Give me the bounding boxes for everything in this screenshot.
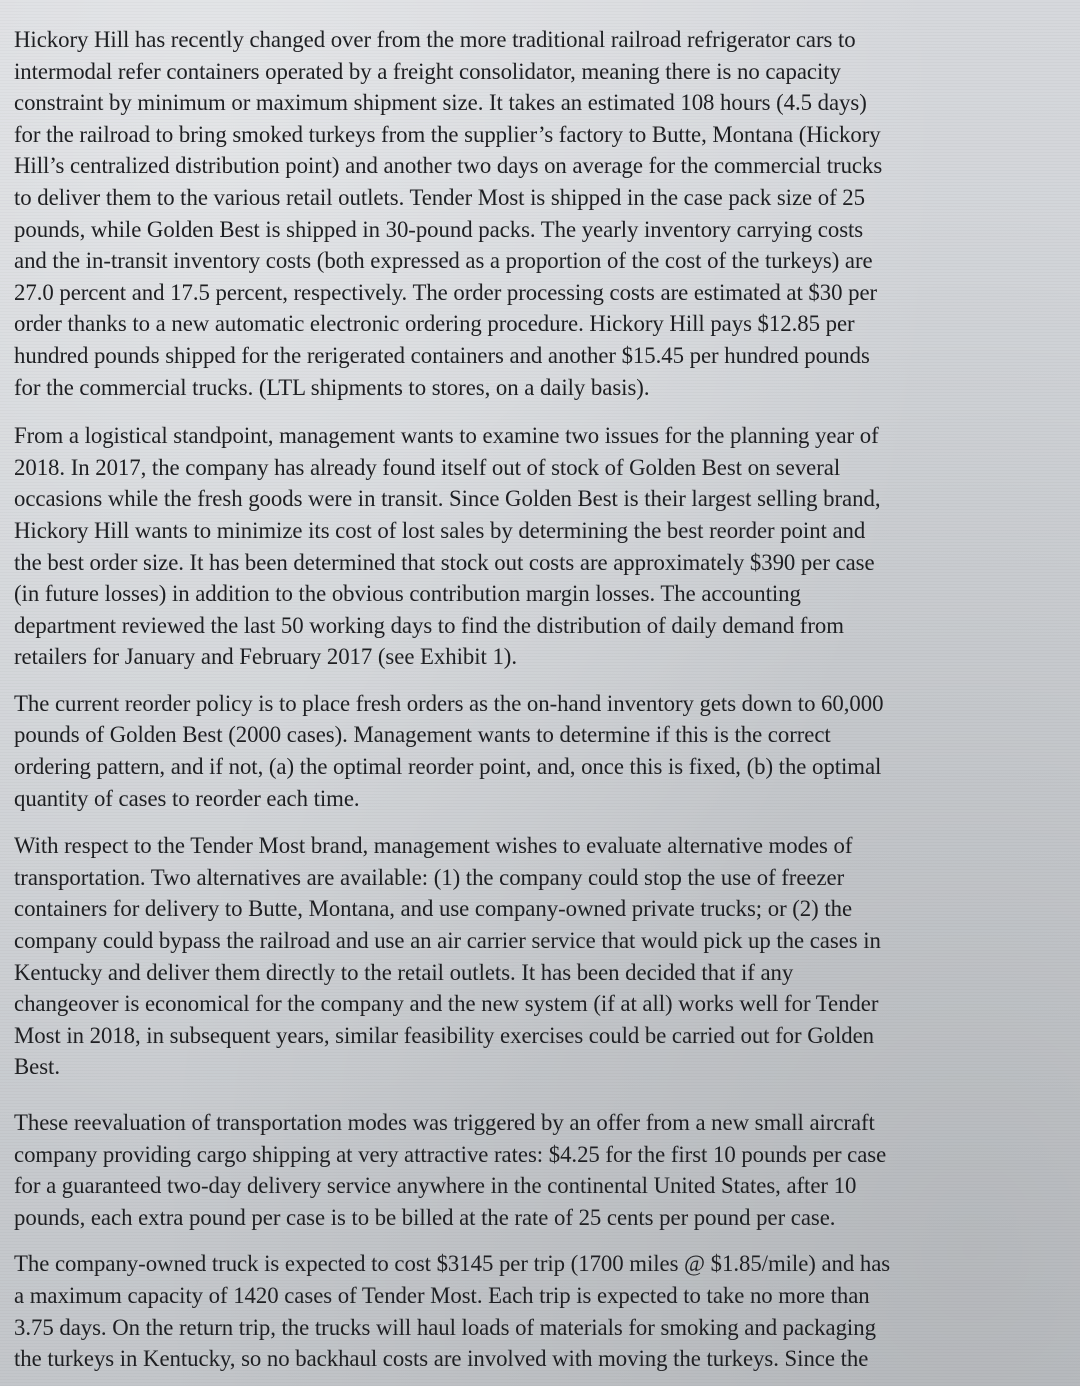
text-line: for the railroad to bring smoked turkeys from the supplier’s factory to Butte, Montana (Hickory	[14, 121, 881, 147]
text-line: pounds of Golden Best (2000 cases). Management wants to determine if this is the correct	[14, 722, 831, 748]
text-line: retailers for January and February 2017 (see Exhibit 1).	[14, 644, 517, 670]
paragraph-tender-most-transport	[14, 830, 1014, 1083]
text-line: 2018. In 2017, the company has already found itself out of stock of Golden Best on several	[14, 454, 841, 480]
text-line: ordering pattern, and if not, (a) the optimal reorder point, and, once this is fixed, (b) the optimal	[14, 754, 882, 780]
paragraph-refrigerated-containers	[14, 24, 1014, 403]
text-line: to deliver them to the various retail outlets. Tender Most is shipped in the case pack size of 25	[14, 184, 865, 210]
text-line: From a logistical standpoint, management wants to examine two issues for the planning year of	[14, 423, 879, 449]
text-line: pounds, each extra pound per case is to be billed at the rate of 25 cents per pound per case.	[14, 1204, 836, 1230]
text-line: the best order size. It has been determined that stock out costs are approximately $390 per case	[14, 549, 875, 575]
text-line: transportation. Two alternatives are available: (1) the company could stop the use of freezer	[14, 864, 845, 890]
text-line: Hickory Hill has recently changed over from the more traditional railroad refrigerator cars to	[14, 27, 856, 52]
text-line: a maximum capacity of 1420 cases of Tender Most. Each trip is expected to take no more than	[14, 1282, 870, 1308]
text-line: order thanks to a new automatic electronic ordering procedure. Hickory Hill pays $12.85 per	[14, 311, 855, 337]
text-line: changeover is economical for the company and the new system (if at all) works well for Tender	[14, 991, 879, 1017]
text-line: Hickory Hill wants to minimize its cost of lost sales by determining the best reorder point and	[14, 517, 866, 543]
text-line: Best.	[14, 1054, 60, 1080]
text-line: (in future losses) in addition to the obvious contribution margin losses. The accounting	[14, 581, 801, 607]
text-line: With respect to the Tender Most brand, management wishes to evaluate alternative modes of	[14, 833, 853, 859]
text-line: for the commercial trucks. (LTL shipments to stores, on a daily basis).	[14, 374, 650, 400]
text-line: pounds, while Golden Best is shipped in 30-pound packs. The yearly inventory carrying costs	[14, 216, 864, 242]
text-line: containers for delivery to Butte, Montana, and use company-owned private trucks; or (2) the	[14, 896, 853, 922]
paragraph-air-carrier-offer	[14, 1107, 1014, 1233]
paragraph-logistical-issues	[14, 420, 1014, 673]
text-line: intermodal refer containers operated by a freight consolidator, meaning there is no capacity	[14, 58, 841, 84]
text-line: and the in-transit inventory costs (both expressed as a proportion of the cost of the turkeys) are	[14, 248, 873, 274]
text-line: company providing cargo shipping at very attractive rates: $4.25 for the first 10 pounds per case	[14, 1141, 887, 1167]
text-line: company could bypass the railroad and use an air carrier service that would pick up the cases in	[14, 928, 881, 954]
text-line: Most in 2018, in subsequent years, similar feasibility exercises could be carried out for Golden	[14, 1022, 875, 1048]
text-line: These reevaluation of transportation modes was triggered by an offer from a new small aircraft	[14, 1110, 875, 1135]
text-line: for a guaranteed two-day delivery service anywhere in the continental United States, after 10	[14, 1173, 857, 1199]
text-line: occasions while the fresh goods were in transit. Since Golden Best is their largest selling brand,	[14, 486, 881, 512]
text-line: 27.0 percent and 17.5 percent, respectively. The order processing costs are estimated at $30 per	[14, 279, 878, 305]
text-line: constraint by minimum or maximum shipment size. It takes an estimated 108 hours (4.5 days)	[14, 90, 867, 116]
text-line: The current reorder policy is to place fresh orders as the on-hand inventory gets down to 60,000	[14, 690, 884, 716]
document-body	[14, 24, 1014, 1375]
text-line: quantity of cases to reorder each time.	[14, 785, 360, 811]
text-line: Hill’s centralized distribution point) and another two days on average for the commercial trucks	[14, 153, 883, 179]
text-line: Kentucky and deliver them directly to the retail outlets. It has been decided that if any	[14, 959, 794, 985]
text-line: The company-owned truck is expected to cost $3145 per trip (1700 miles @ $1.85/mile) and has	[14, 1251, 891, 1277]
text-line: 3.75 days. On the return trip, the trucks will haul loads of materials for smoking and packaging	[14, 1314, 876, 1340]
text-line: hundred pounds shipped for the rerigerated containers and another $15.45 per hundred pounds	[14, 342, 870, 368]
text-line: the turkeys in Kentucky, so no backhaul costs are involved with moving the turkeys. Since the	[14, 1346, 869, 1372]
text-line: department reviewed the last 50 working days to find the distribution of daily demand from	[14, 612, 844, 638]
paragraph-reorder-policy	[14, 688, 1014, 814]
paragraph-company-truck	[14, 1248, 1014, 1374]
